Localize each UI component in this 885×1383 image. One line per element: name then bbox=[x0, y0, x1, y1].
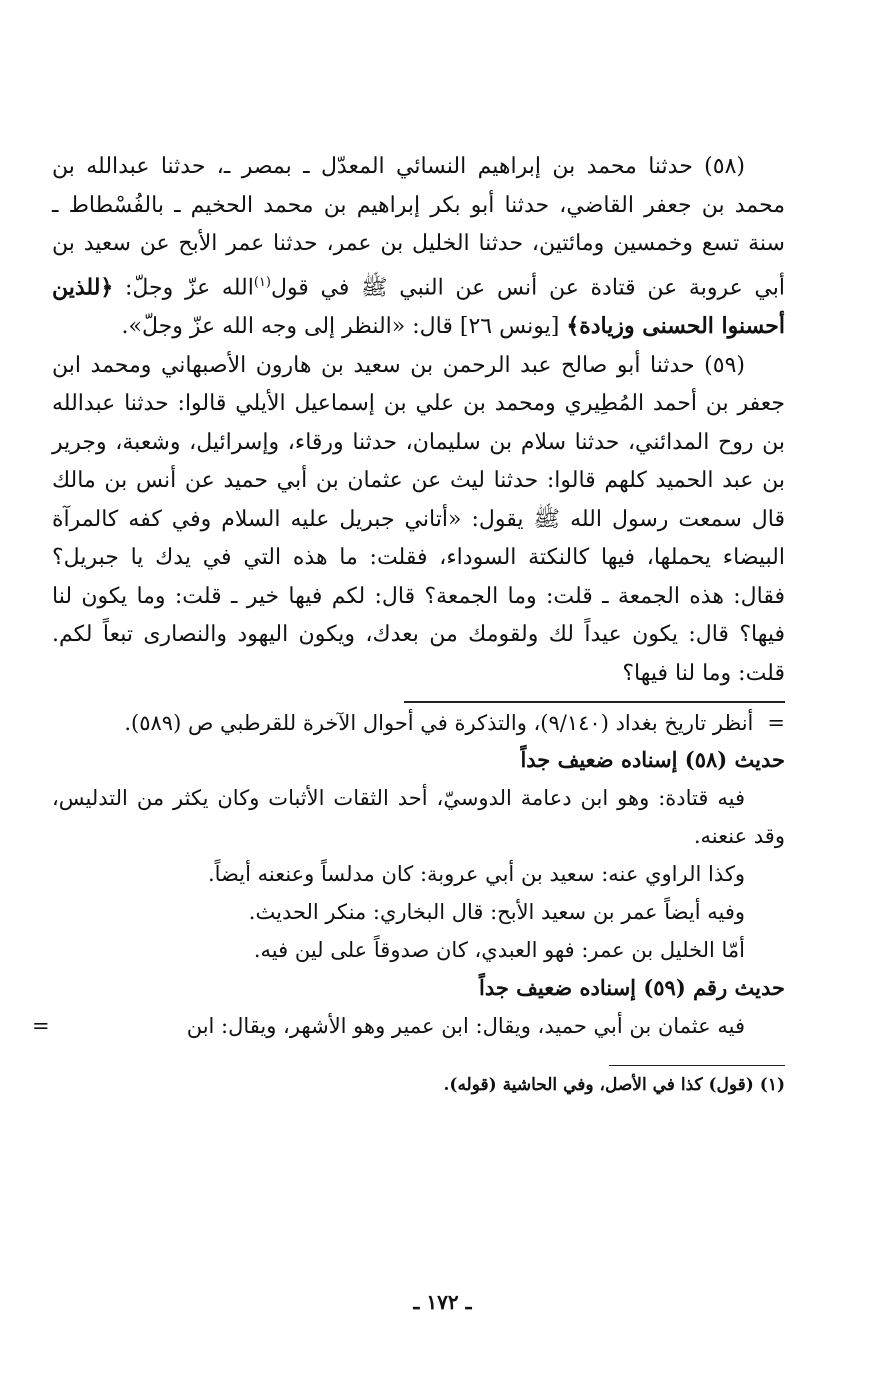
commentary-paragraph-3: وفيه أيضاً عمر بن سعيد الأبح: قال البخاري: منكر الحديث. bbox=[248, 900, 745, 925]
continuation-mark: = bbox=[767, 711, 785, 736]
quran-verse: ﴿للذين أحسنوا الحسنى وزيادة﴾ bbox=[52, 273, 785, 340]
commentary-section bbox=[32, 741, 785, 1045]
main-text-divider bbox=[404, 701, 785, 703]
page-number: ـ ١٧٢ ـ bbox=[413, 1290, 472, 1314]
commentary-heading-59: حديث رقم (٥٩) إسناده ضعيف جداً bbox=[478, 975, 785, 1001]
commentary-paragraph-4: أمّا الخليل بن عمر: فهو العبدي، كان صدوقاً على لين فيه. bbox=[253, 938, 745, 963]
hadith-58-intro: (٥٨) حدثنا محمد بن إبراهيم النسائي المعدّل ـ بمصر ـ، حدثنا عبدالله بن محمد بن جعفر القاضي، حدثنا أبو بكر إبراهيم بن محمد الحخيم ـ بالفُسْطاط ـ سنة تسع وخمسين ومائتين، حدثنا الخليل بن عمر، حدثنا عمر الأبح عن سعيد بن أبي عروبة عن قتادة عن أنس عن النبي ﷺ في قول bbox=[52, 154, 786, 300]
continuation-mark-end: = bbox=[32, 1014, 50, 1039]
continued-footnote bbox=[52, 705, 785, 741]
page-content bbox=[32, 148, 786, 1100]
footnote-marker: (١) bbox=[253, 274, 271, 290]
hadith-59-paragraph: (٥٩) حدثنا أبو صالح عبد الرحمن بن سعيد بن هارون الأصبهاني ومحمد ابن جعفر بن أحمد المُطِيري ومحمد بن علي بن إسماعيل الأيلي قالوا: حدثنا عبدالله بن روح المدائني، حدثنا سلام بن سليمان، حدثنا ورقاء، وإسرائيل، وشعبة، وجرير بن عبد الحميد كلهم قالوا: حدثنا ليث عن عثمان بن أبي حميد عن أنس بن مالك قال سمعت رسول الله ﷺ يقول: «أتاني جبريل عليه السلام وفي كفه كالمرآة البيضاء يحملها، فيها كالنكتة السوداء، فقلت: ما هذه التي في يدك يا جبريل؟ فقال: هذه الجمعة ـ قلت: وما الجمعة؟ قال: لكم فيها خير ـ قلت: وما يكون لنا فيها؟ قال: يكون عيداً لك ولقومك من بعدك، ويكون اليهود والنصارى تبعاً لكم. قلت: وما لنا فيها؟ bbox=[52, 352, 785, 686]
hadith-58-paragraph bbox=[52, 148, 785, 347]
footnote-divider bbox=[609, 1065, 785, 1066]
commentary-paragraph-1: فيه قتادة: وهو ابن دعامة الدوسيّ، أحد الثقات الأثبات وكان يكثر من التدليس، وقد عنعنه. bbox=[52, 786, 785, 849]
commentary-paragraph-2: وكذا الراوي عنه: سعيد بن أبي عروبة: كان مدلساً وعنعنه أيضاً. bbox=[207, 862, 745, 887]
commentary-paragraph-5-text: فيه عثمان بن أبي حميد، ويقال: ابن عمير وهو الأشهر، ويقال: ابن bbox=[186, 1014, 745, 1039]
footnote: (١) (قول) كذا في الأصل، وفي الحاشية (قوله). bbox=[443, 1075, 785, 1096]
continued-footnote-text: أنظر تاريخ بغداد (٩/١٤٠)، والتذكرة في أحوال الآخرة للقرطبي ص (٥٨٩). bbox=[124, 711, 754, 736]
hadith-58-after-verse: [يونس ٢٦] قال: «النظر إلى وجه الله عزّ وجلّ». bbox=[121, 314, 567, 340]
main-text bbox=[52, 148, 785, 693]
hadith-58-after-marker: الله عزّ وجلّ: bbox=[113, 274, 254, 300]
commentary-heading-58: حديث (٥٨) إسناده ضعيف جداً bbox=[520, 747, 785, 773]
commentary-paragraph-5 bbox=[32, 1007, 785, 1045]
